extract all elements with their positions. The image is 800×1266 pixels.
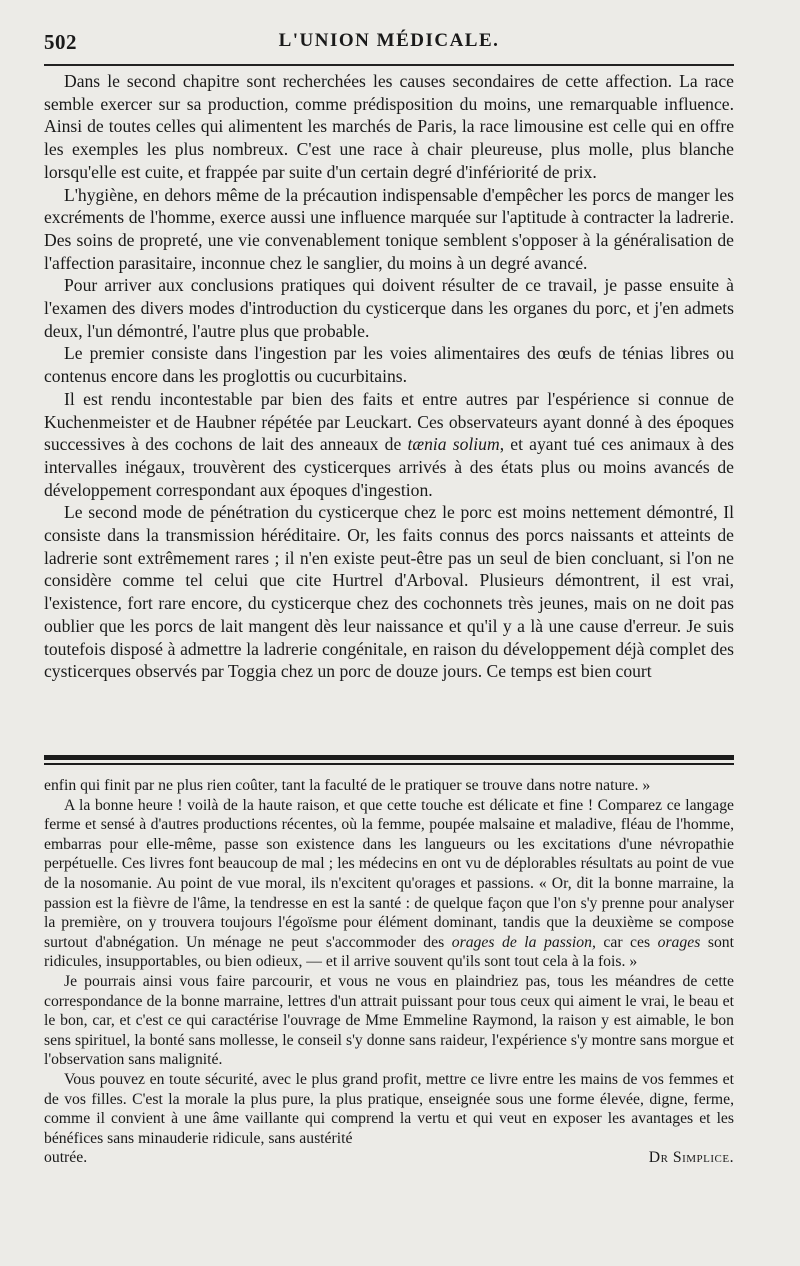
paragraph: L'hygiène, en dehors même de la précaution indispensable d'empêcher les porcs de manger les excréments de l'homme, exerce aussi une influence marquée sur l'aptitude à contracter la ladrerie. Des soins de propreté, une vie convenablement tonique semblent s'opposer à la généralisation de l'affection parasitaire, inconnue chez le sanglier, du moins à un degré avancé. [44, 184, 734, 273]
header-rule [44, 64, 734, 66]
page-header [44, 26, 734, 60]
article-main [44, 70, 734, 683]
paragraph: Je pourrais ainsi vous faire parcourir, et vous ne vous en plaindriez pas, tous les méandres de cette correspondance de la bonne marraine, lettres d'un attrait puissant pour tous ceux qui aiment le vrai, le beau et le bon, car, et c'est ce qui caractérise l'ouvrage de Mme Emmeline Raymond, la raison y est aimable, le bon sens spirituel, la bonté sans mollesse, le conseil s'y donne sans raideur, l'expérience s'y montre sans morgue et l'observation sans malignité. [44, 972, 734, 1069]
paragraph-text: , et ayant tué ces animaux à des intervalles inégaux, trouvèrent des cysticerques arrivés à des états plus ou moins avancés de développement correspondant aux époques d'ingestion. [44, 434, 734, 500]
italic-phrase: orages [657, 933, 701, 951]
paragraph-text: outrée. [44, 1149, 88, 1167]
paragraph: Pour arriver aux conclusions pratiques qui doivent résulter de ce travail, je passe ensuite à l'examen des divers modes d'introduction du cysticerque dans les organes du porc, et j'en admets deux, l'un démontré, l'autre plus que probable. [44, 275, 734, 341]
paragraph-text: sont ridicules, insupportables, ou bien odieux, — et il arrive souvent qu'ils sont tout cela à la fois. » [44, 933, 734, 971]
paragraph: Le premier consiste dans l'ingestion par les voies alimentaires des œufs de ténias libres ou contenus encore dans les proglottis ou cucurbitains. [44, 343, 734, 387]
running-head: L'UNION MÉDICALE. [278, 30, 500, 51]
paragraph: Le second mode de pénétration du cysticerque chez le porc est moins nettement démontré, Il consiste dans la transmission héréditaire. Or, les faits connus des porcs naissants et atteints de ladrerie sont extrêmement rares ; il n'en existe peut-être pas un seul de bien concluant, si l'on ne considère comme tel celui que cite Hurtrel d'Arboval. Plusieurs démontrent, il est vrai, l'existence, fort rare encore, du cysticerque chez des cochonnets très jeunes, mais on ne doit pas oublier que les porcs de lait mangent dès leur naissance et qu'il y a là une cause d'erreur. Je suis toutefois disposé à admettre la ladrerie congénitale, en raison du développement déjà complet des cysticerques observés par Toggia chez un porc de douze jours. Ce temps est bien court [44, 502, 734, 682]
section-rule-thin [44, 763, 734, 765]
signature: Dr Simplice. [648, 1149, 734, 1167]
paragraph: Vous pouvez en toute sécurité, avec le plus grand profit, mettre ce livre entre les mains de vos femmes et de vos filles. C'est la morale la plus pure, la plus pratique, enseignée sous une forme élevée, digne, ferme, comme il convient à une âme vaillante qui comprend la vertu et qui veut en exposer les avantages et les bénéfices sans minauderie ridicule, sans austérité [44, 1070, 734, 1147]
section-rule-thick [44, 755, 734, 760]
page-number: 502 [44, 30, 77, 54]
feuilleton [44, 776, 734, 1168]
paragraph: Dans le second chapitre sont recherchées les causes secondaires de cette affection. La race semble exercer sur sa production, comme prédisposition du moins, une remarquable influence. Ainsi de toutes celles qui alimentent les marchés de Paris, la race limousine est celle qui en offre les exemples les plus nombreux. C'est une race à chair pleureuse, plus molle, plus blanche lorsqu'elle est cuite, et frappée par suite d'un certain degré d'infériorité de prix. [44, 71, 734, 182]
paragraph-text: A la bonne heure ! voilà de la haute raison, et que cette touche est délicate et fine ! Comparez ce langage ferme et sensé à d'autres productions récentes, où la femme, poupée malsaine et maladive, fléau de l'homme, embarras pour elle-même, passe son existence dans les langueurs ou les excitations d'une névropathie perpétuelle. Ces livres font beaucoup de mal ; les médecins en ont vu de déplorables résultats au point de vue de la nosomanie. Au point de vue moral, ils n'excitent qu'orages et passions. « Or, dit la bonne marraine, la passion est la fièvre de l'âme, la tendresse en est la santé : de quelque façon que l'on s'y prenne pour analyser la première, on y trouvera toujours l'égoïsme pour élément dominant, tandis que la deuxième se compose surtout d'abnégation. Un ménage ne peut s'accommoder des [44, 796, 734, 951]
italic-term: tænia solium [407, 434, 500, 455]
italic-phrase: orages de la passion, [451, 933, 596, 951]
paragraph: enfin qui finit par ne plus rien coûter, tant la faculté de le pratiquer se trouve dans notre nature. » [44, 777, 651, 794]
paragraph-text: car ces [595, 933, 658, 951]
paragraph [44, 388, 734, 502]
paragraph-text: Il est rendu incontestable par bien des faits et entre autres par l'espérience si connue de Kuchenmeister et de Haubner répétée par Leuckart. Ces observateurs ayant donné à des époques successives à des cochons de lait des anneaux de [44, 388, 734, 455]
paragraph [44, 796, 734, 972]
closing-line [44, 1148, 734, 1168]
